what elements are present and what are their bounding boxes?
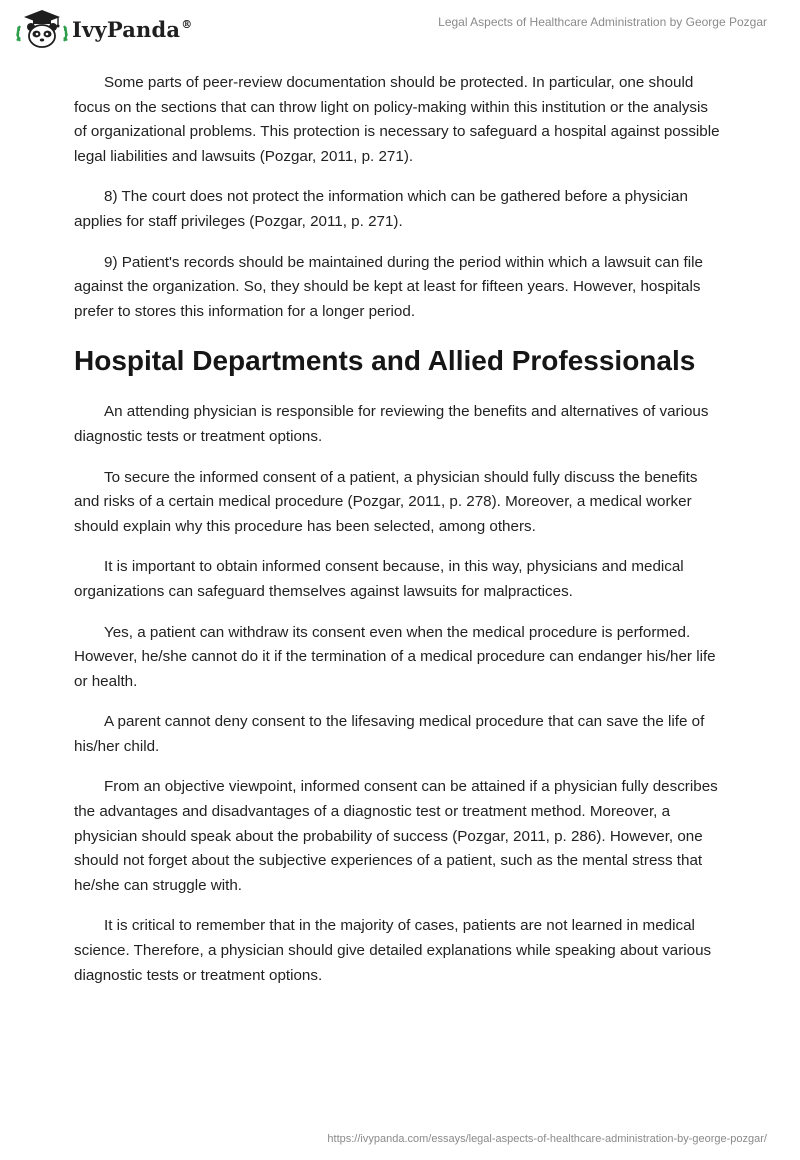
essay-body — [74, 71, 724, 1004]
brand-name-text: IvyPanda — [72, 16, 181, 42]
paragraph: It is important to obtain informed consent because, in this way, physicians and medical organizations can safeguard themselves against lawsuits for malpractices. — [74, 558, 684, 600]
paragraph: An attending physician is responsible for reviewing the benefits and alternatives of various diagnostic tests or treatment options. — [74, 403, 709, 445]
paragraph: 9) Patient's records should be maintained during the period within which a lawsuit can file against the organization. So, they should be kept at least for fifteen years. However, hospitals prefer to stores this information for a longer period. — [74, 253, 703, 320]
ivypanda-logo[interactable] — [14, 9, 192, 49]
paragraph: To secure the informed consent of a patient, a physician should fully discuss the benefits and risks of a certain medical procedure (Pozgar, 2011, p. 278). Moreover, a medical worker should explain why this procedure has been selected, among others. — [74, 468, 698, 535]
registered-mark: ® — [181, 17, 193, 31]
section-heading: Hospital Departments and Allied Professionals — [74, 345, 696, 377]
document-title: Legal Aspects of Healthcare Administration by George Pozgar — [438, 15, 767, 29]
paragraph: From an objective viewpoint, informed consent can be attained if a physician fully describes the advantages and disadvantages of a diagnostic test or treatment method. Moreover, a physician should speak about the probability of success (Pozgar, 2011, p. 286). However, one should not forget about the subjective experiences of a patient, such as the mental stress that he/she can struggle with. — [74, 778, 718, 894]
paragraph: Some parts of peer-review documentation should be protected. In particular, one should focus on the sections that can throw light on policy-making within this institution or the analysis of organizational problems. This protection is necessary to safeguard a hospital against possible legal liabilities and lawsuits (Pozgar, 2011, p. 271). — [74, 74, 720, 165]
paragraph: It is critical to remember that in the majority of cases, patients are not learned in medical science. Therefore, a physician should give detailed explanations while speaking about various diagnostic tests or treatment options. — [74, 917, 712, 984]
page-header — [0, 0, 800, 56]
paragraph: A parent cannot deny consent to the lifesaving medical procedure that can save the life of his/her child. — [74, 713, 705, 755]
panda-graduate-icon — [14, 9, 70, 49]
brand-name — [72, 17, 192, 42]
paragraph: 8) The court does not protect the information which can be gathered before a physician applies for staff privileges (Pozgar, 2011, p. 271). — [74, 188, 688, 230]
paragraph: Yes, a patient can withdraw its consent even when the medical procedure is performed. However, he/she cannot do it if the termination of a medical procedure can endanger his/her life or health. — [74, 623, 716, 690]
source-url[interactable]: https://ivypanda.com/essays/legal-aspects-of-healthcare-administration-by-george-pozgar/ — [327, 1133, 767, 1145]
